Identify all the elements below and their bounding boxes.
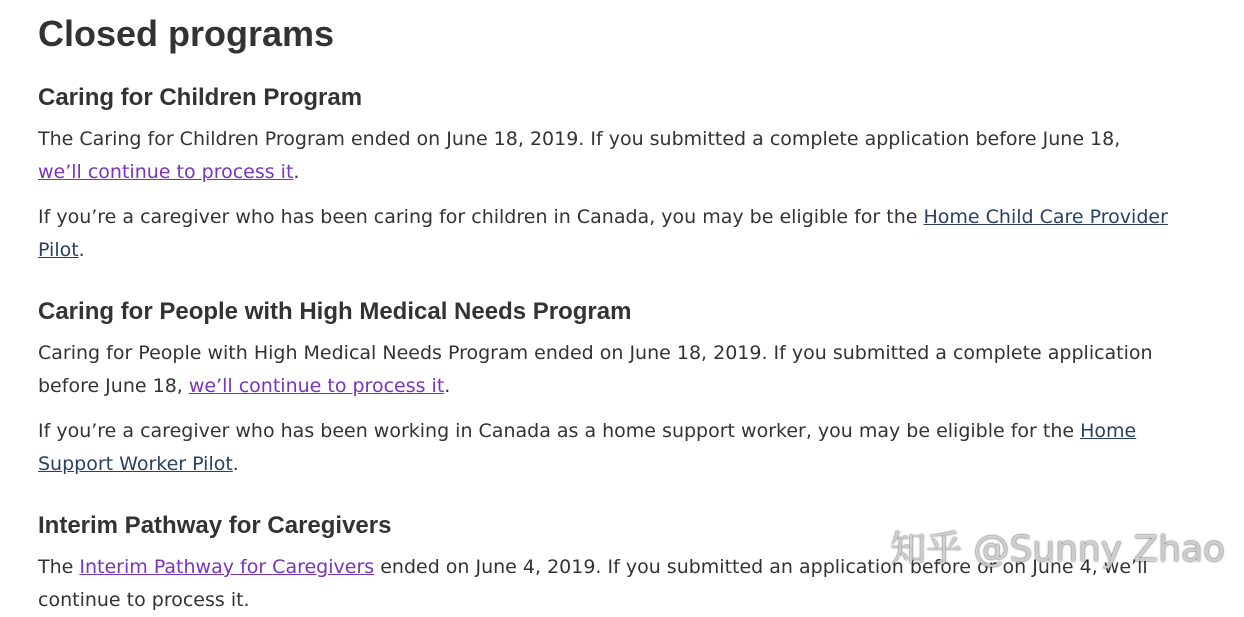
paragraph-text: . bbox=[293, 161, 300, 183]
section-heading: Caring for People with High Medical Needs Program bbox=[38, 298, 632, 325]
paragraph-text: If you’re a caregiver who has been working in Canada as a home support worker, you may be eligible for the bbox=[38, 420, 1081, 442]
continue-processing-link[interactable]: we’ll continue to process it bbox=[188, 375, 445, 397]
section-caring-for-children bbox=[38, 83, 1168, 267]
continue-processing-link[interactable]: we’ll continue to process it bbox=[38, 161, 294, 183]
paragraph-text: The Caring for Children Program ended on June 18, 2019. If you submitted a complete application before June 18, bbox=[38, 128, 1121, 150]
paragraph-text: Caring for People with High Medical Needs Program ended on June 18, 2019. If you submitted a complete application before June 18, bbox=[38, 342, 1153, 397]
paragraph-text: The bbox=[38, 556, 80, 578]
section-paragraph bbox=[38, 123, 1168, 189]
paragraph-text: . bbox=[444, 375, 451, 397]
home-support-worker-pilot-link[interactable]: Home Support Worker Pilot bbox=[38, 420, 1137, 475]
section-interim-pathway bbox=[38, 511, 1168, 617]
paragraph-text: If you’re a caregiver who has been caring for children in Canada, you may be eligible for the bbox=[38, 206, 924, 228]
section-paragraph bbox=[38, 415, 1168, 481]
paragraph-text: . bbox=[232, 453, 239, 475]
section-heading: Interim Pathway for Caregivers bbox=[38, 512, 392, 539]
interim-pathway-link[interactable]: Interim Pathway for Caregivers bbox=[79, 556, 375, 578]
watermark: 知乎 @Sunny Zhao bbox=[890, 529, 1226, 570]
section-high-medical-needs bbox=[38, 297, 1168, 481]
main-content bbox=[38, 0, 1168, 617]
home-child-care-provider-pilot-link[interactable]: Home Child Care Provider Pilot bbox=[38, 206, 1168, 261]
paragraph-text: ended on June 4, 2019. If you submitted an application before or on June 4, we’ll continue to process it. bbox=[38, 556, 1148, 611]
paragraph-text: . bbox=[78, 239, 85, 261]
section-paragraph bbox=[38, 551, 1168, 617]
page-title: Closed programs bbox=[38, 13, 335, 54]
section-heading: Caring for Children Program bbox=[38, 84, 363, 111]
section-paragraph bbox=[38, 201, 1168, 267]
section-paragraph bbox=[38, 337, 1168, 403]
